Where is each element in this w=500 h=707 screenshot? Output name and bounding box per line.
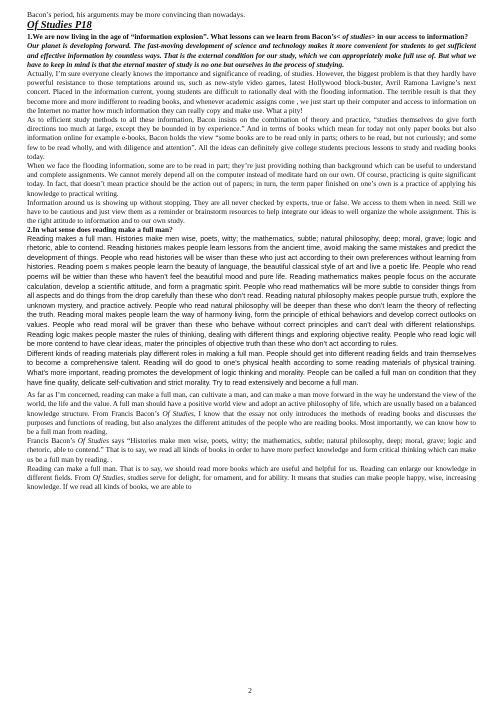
text-run: , studies serve for delight, for ornament, and for ability. It means that studies can make people happy, wise, increasing knowledge. If we read all kinds of books, we are able to <box>27 473 476 492</box>
section-title: Of Studies P18 <box>27 20 92 32</box>
q1-highlight-paragraph: Our planet is developing forward. The fast-moving development of science and technology makes it more convenient for students to get sufficient and effective information by countless ways. That is the external condition for our study, which we can appropriately make full use of. But what we have to keep in mind is that the eternal master of study is no one but ourselves in the process of studying. <box>27 41 476 69</box>
q1-paragraph-4: Information around us is showing up without stopping. They are all never checked by experts, true or false. We access to them when in need. Still we have to be cautious and just view them as a reminder or brainstorm resources to help integrate our ideas to well organize the whole assignment. This is the right attitude to information and to our own study. <box>27 197 476 226</box>
q2-sans-paragraph-2: Different kinds of reading materials play different roles in making a full man. People should get into different reading fields and train themselves to become a comprehensive talent. Reading will do good to one’s physical health according to some reading materials of physical training. What’s more important, reading promotes the development of logic thinking and morality. People can be called a full man on condition that they have fine quality, delicate self-cultivation and strict morality. Try to read extensively and become a full man. <box>27 350 476 387</box>
text-run: says “Histories make men wise, poets, witty; the mathematics, subtle; natural philosophy, deep; moral, grave; logic and rhetoric, able to contend.” That is to say, we read all kinds of books in order to have more perfect knowledge and form critical thinking which can make us be a full man by reading. . <box>27 436 476 464</box>
q1-prefix: 1.We are now living in the age of “information explosion”. What lessons can we learn from Bacon’s< <box>27 32 343 42</box>
q1-emphasis: of studies <box>342 32 372 42</box>
book-title: Of Studies <box>77 436 109 446</box>
book-title: Of Studies <box>162 408 194 418</box>
text-run: As far as I’m concerned, reading can make a full man, can cultivate a man, and can make a man move forward in the way he understand the view of the world, the life and the value. A full man should have a positive world view and adopt an active philosophy of life, which are usually based on a balanced knowledge structure. From Francis Bacon’s <box>27 390 476 418</box>
question-1-heading <box>27 32 476 41</box>
q1-paragraph-3: When we face the flooding information, some are to be read in part; they’re just providing nothing than background which can be useful to understand and complete assignments. We cannot merely depend all on the computer instead of meditate hard on our own. Of course, practicing is quite significant today. In fact, that doesn’t mean practice should be the action out of papers; in turn, the term paper finished on one’s own is a practice of applying his knowledge to practical writing. <box>27 161 476 198</box>
q2-serif-paragraph-2 <box>27 436 476 464</box>
q2-serif-paragraph-1 <box>27 390 476 436</box>
question-2-heading: 2.In what sense does reading make a full man? <box>27 225 173 235</box>
text-run: Francis Bacon’s <box>27 436 78 446</box>
q1-suffix: > in our access to information? <box>371 32 469 42</box>
q1-paragraph-1: Actually, I’m sure everyone clearly knows the importance and significance of reading, of studies. However, the biggest problem is that they hardly have powerful resistance to those temptations around us, such as new-style video games, latest Hollywood block-buster, Avril Ramona Lavigne’s next concert. Placed in the information current, young students are difficult to rationally deal with the flooding information. The terrible result is that they become more and more indifferent to reading books, and whenever academic assigns come , we just start up their computer and access to information on the Internet no matter how much information they can really copy and make use. What a pity! <box>27 69 476 115</box>
intro-line: Bacon’s period, his arguments may be more convincing than nowadays. <box>27 10 246 19</box>
book-title: Of Studies <box>92 473 124 482</box>
q2-sans-paragraph-1: Reading makes a full man. Histories make men wise, poets, witty; the mathematics, subtle; natural philosophy, deep; moral, grave; logic and rhetoric, able to contend. Reading histories makes people learn lessons from the ancient time, avoid making the same mistakes and predict the development of things. People who read histories will be wiser than these who just act according to their own preferences without learning from histories. Reading poem s makes people learn the beauty of language, the beautiful classical style of art and live a poetic life. People who read poems will be wittier than these who haven’t feel the beautiful mood and pure life. Reading mathematics makes people focus on the accurate calculation, develop a scientific attitude, and form a pragmatic spirit. People who read mathematics will be more subtle to consider things from all aspects and do things from the drop carefully than these who don’t read. Reading natural philosophy makes people pursue truth, explore the unknown mystery, and practice actively. People who read natural philosophy will be deeper than these who don’t learn the theory of reflecting the truth. Reading moral makes people learn the way of harmony living, form the principle of ethical behaviors and develop correct outlooks on values. People who read moral will be graver than these who behave without correct principles and can’t deal with different relationships. Reading logic makes people master the rules of thinking, dealing with different things and exploring objective reality. People who read logic will be more contend to have clear ideas, mater the principles of objective truth than these who don’t act according to rules. <box>27 235 476 349</box>
text-run: , I know that the essay not only introduces the methods of reading books and discusses the purposes and functions of reading, but also analyzes the different attitudes of the people who are reading books. Most importantly, we can know how to be a full man from reading. <box>27 408 476 436</box>
text-run: Reading can make a full man. That is to say, we should read more books which are useful and helpful for us. Reading can enlarge our knowledge in different fields. From <box>27 463 476 482</box>
page-number: 2 <box>248 686 252 695</box>
q2-serif-paragraph-3 <box>27 464 476 492</box>
document-page <box>27 10 476 491</box>
q1-paragraph-2: As to efficient study methods to all these information, Bacon insists on the combination of theory and practice, “studies themselves do give forth directions too much at large, except they be bounded in by experience.” And in terms of books which mean for today not only paper books but also information online for example e-books, Bacon holds the view “some books are to be read only in parts; others to be read, but not curiously; and some few to be read wholly, and with diligence and attention”. All the ideas can definitely give college students precious lessons to study and reading books today. <box>27 115 476 161</box>
